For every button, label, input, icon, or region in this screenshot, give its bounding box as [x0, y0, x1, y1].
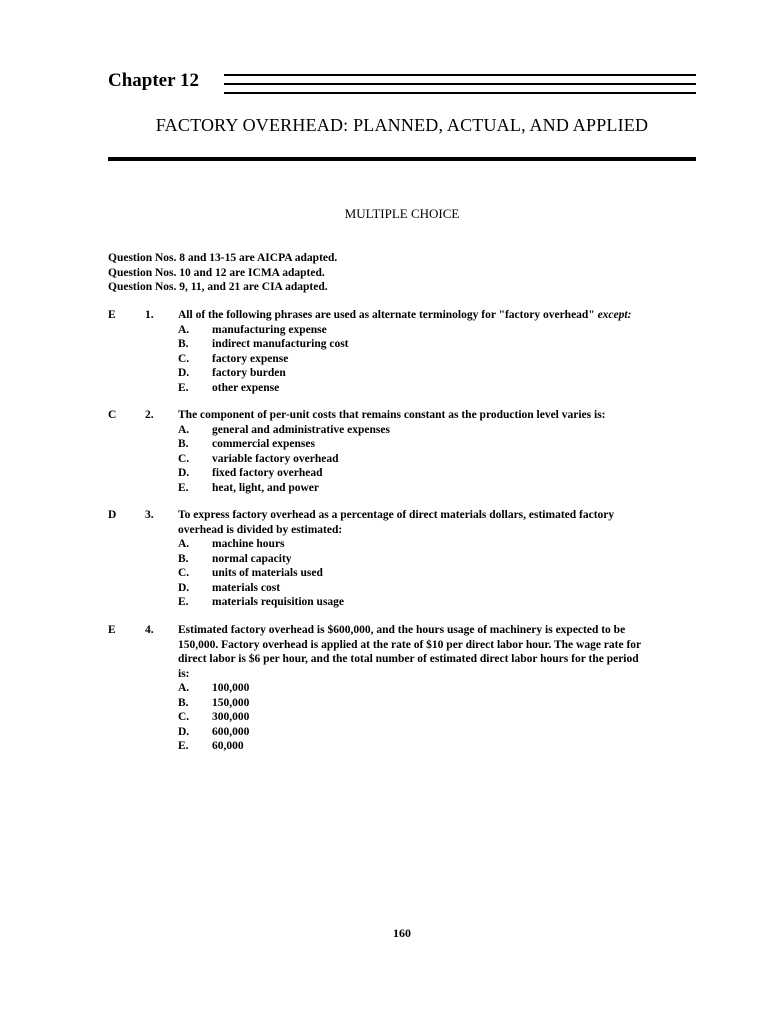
- question-stem-line: overhead is divided by estimated:: [178, 523, 343, 536]
- stem-emphasis: except:: [597, 309, 632, 321]
- option: B. normal capacity: [178, 552, 292, 565]
- question-number: 3.: [145, 509, 154, 521]
- note-line: Question Nos. 9, 11, and 21 are CIA adapted.: [108, 281, 328, 293]
- option: C. variable factory overhead: [178, 452, 339, 465]
- option: A. general and administrative expenses: [178, 423, 390, 436]
- option: D. materials cost: [178, 581, 281, 594]
- option: D. factory burden: [178, 367, 286, 379]
- question-stem-line: is:: [178, 667, 190, 680]
- question-body: [178, 623, 698, 754]
- question-stem-line: Estimated factory overhead is $600,000, and the hours usage of machinery is expected to be: [178, 624, 626, 636]
- option: D. fixed factory overhead: [178, 467, 323, 479]
- answer-key: E: [108, 624, 116, 636]
- answer-key: E: [108, 309, 116, 321]
- option: A. 100,000: [178, 682, 250, 694]
- question-body: [178, 308, 698, 395]
- chapter-label: Chapter 12: [108, 70, 199, 91]
- question-stem-line: 150,000. Factory overhead is applied at the rate of $10 per direct labor hour. The wage rate for: [178, 638, 642, 651]
- option: A. machine hours: [178, 538, 285, 550]
- page-number: 160: [393, 926, 411, 940]
- option: B. commercial expenses: [178, 438, 315, 450]
- option: E. 60,000: [178, 740, 244, 752]
- question-stem: All of the following phrases are used as alternate terminology for "factory overhead" except:: [178, 309, 632, 321]
- question-stem-line: direct labor is $6 per hour, and the total number of estimated direct labor hours for the period: [178, 653, 639, 665]
- option: B. indirect manufacturing cost: [178, 338, 349, 350]
- option: C. 300,000: [178, 711, 250, 723]
- question-number: 2.: [145, 409, 154, 421]
- option: D. 600,000: [178, 725, 250, 738]
- option: B. 150,000: [178, 696, 250, 709]
- header-rule-bottom: [224, 92, 696, 94]
- answer-key: D: [108, 509, 117, 521]
- option: E. heat, light, and power: [178, 481, 320, 494]
- question-body: [178, 408, 698, 495]
- answer-key: C: [108, 409, 117, 421]
- header-rule-middle: [224, 83, 696, 85]
- option: E. other expense: [178, 381, 280, 394]
- question-stem-line: To express factory overhead as a percentage of direct materials dollars, estimated factory: [178, 509, 615, 521]
- note-line: Question Nos. 10 and 12 are ICMA adapted.: [108, 266, 325, 279]
- option: C. factory expense: [178, 352, 289, 365]
- option: C. units of materials used: [178, 567, 323, 579]
- question-body: [178, 508, 698, 610]
- header-rule-top: [224, 74, 696, 76]
- question-number: 4.: [145, 624, 154, 636]
- option: A. manufacturing expense: [178, 323, 327, 336]
- title-rule: [108, 157, 696, 161]
- source-notes: [108, 251, 337, 295]
- section-heading: MULTIPLE CHOICE: [344, 206, 460, 221]
- chapter-title: FACTORY OVERHEAD: PLANNED, ACTUAL, AND APPLIED: [155, 115, 649, 135]
- option: E. materials requisition usage: [178, 596, 345, 608]
- question-stem: The component of per-unit costs that remains constant as the production level varies is:: [178, 409, 606, 421]
- note-line: Question Nos. 8 and 13-15 are AICPA adapted.: [108, 252, 338, 264]
- question-number: 1.: [145, 309, 154, 321]
